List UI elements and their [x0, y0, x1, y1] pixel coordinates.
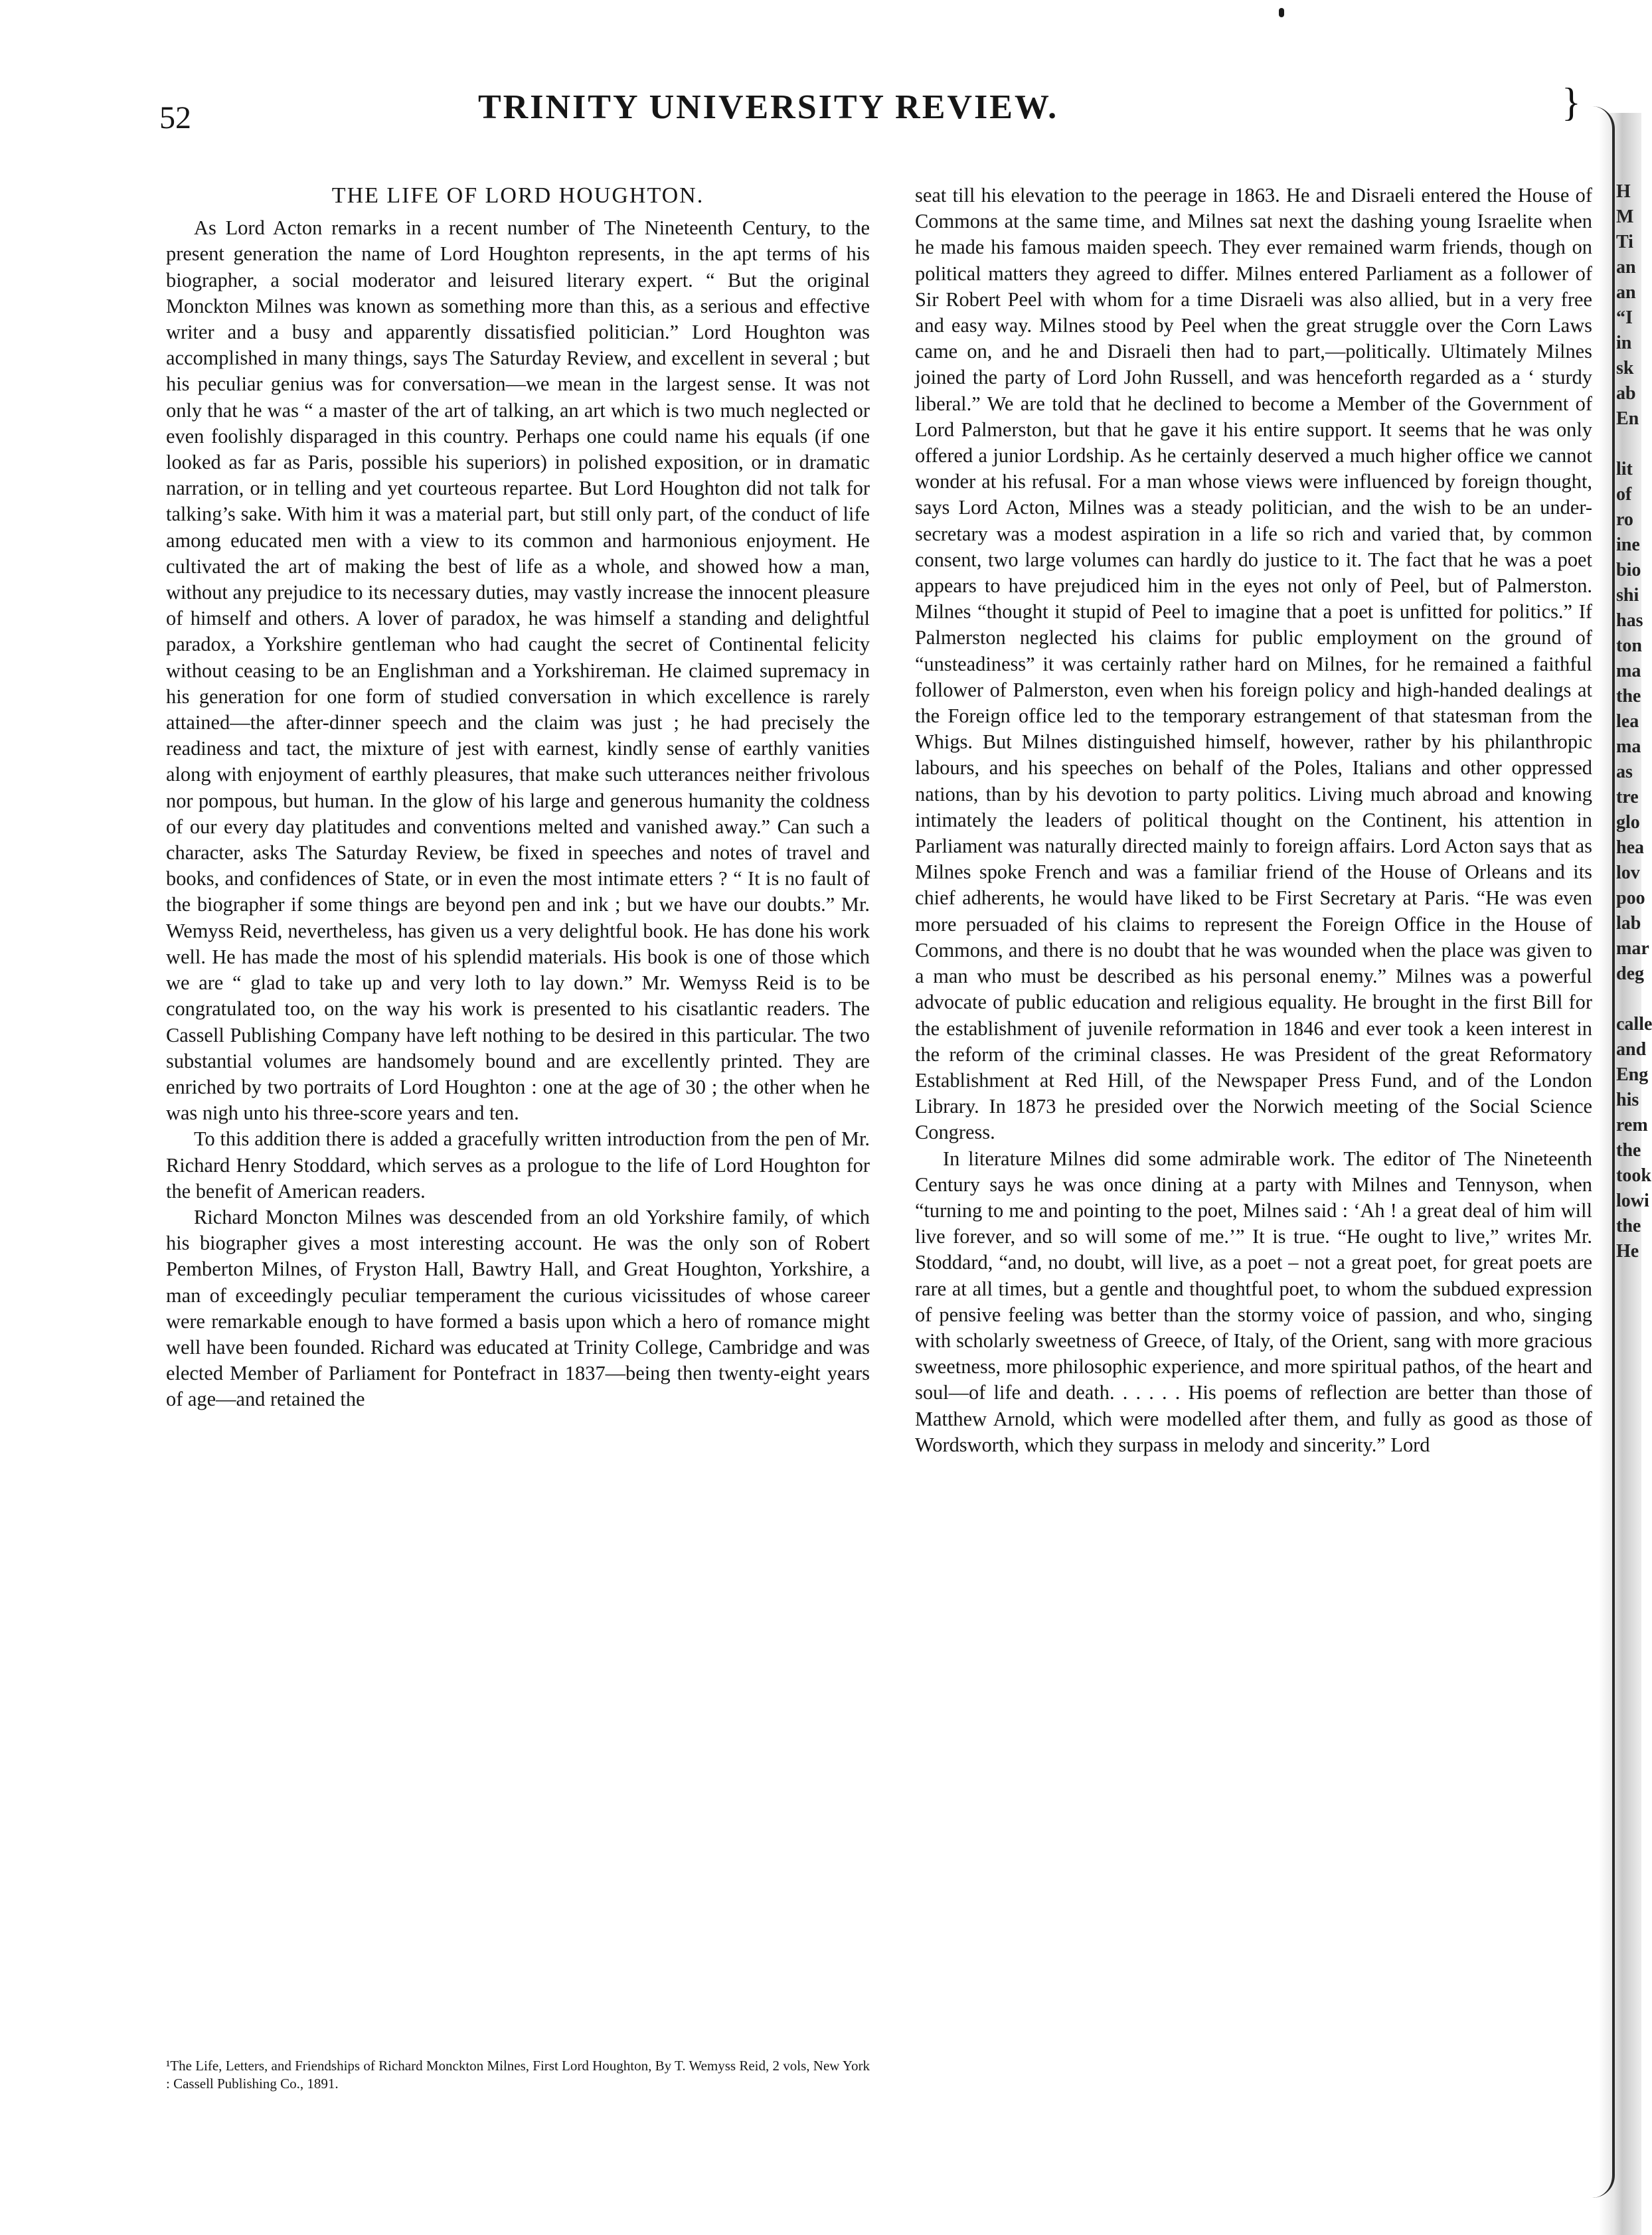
edge-fragment-line: bio: [1616, 560, 1641, 580]
edge-fragment-line: lea: [1616, 711, 1639, 732]
edge-fragment-line: in: [1616, 333, 1632, 353]
edge-fragment-line: glo: [1616, 812, 1640, 833]
edge-fragment-line: hea: [1616, 837, 1644, 858]
article-title: THE LIFE OF LORD HOUGHTON.: [331, 183, 704, 208]
edge-fragment-line: Ti: [1616, 232, 1633, 252]
edge-fragment-line: as: [1616, 762, 1633, 782]
edge-fragment-line: tre: [1616, 787, 1639, 807]
edge-fragment-line: the: [1616, 1216, 1641, 1236]
edge-fragment-line: [1616, 987, 1641, 1012]
edge-fragment-line: sk: [1616, 358, 1634, 378]
edge-fragment-line: “I: [1616, 307, 1633, 328]
left-column: [166, 183, 870, 1413]
edge-fragment-line: He: [1616, 1241, 1639, 1262]
right-column: [915, 183, 1592, 1458]
margin-bracket-mark: }: [1562, 80, 1581, 124]
edge-fragment-line: ab: [1616, 383, 1636, 404]
margin-speck: [1279, 8, 1284, 17]
edge-fragment-line: ton: [1616, 635, 1642, 656]
edge-fragment-line: Eng: [1616, 1064, 1649, 1085]
edge-fragment-line: lov: [1616, 863, 1640, 883]
page-curl-edge: [1592, 106, 1615, 2198]
edge-fragment-line: an: [1616, 282, 1636, 303]
paragraph: seat till his elevation to the peerage in 1863. He and Disraeli entered the House of Commons at the same time, and Milnes sat next the dashing young Israelite when he made his famous maiden speech. They ever remained warm friends, though on political matters they agreed to differ. Milnes entered Parliament as a follower of Sir Robert Peel with whom for a time Disraeli was also allied, but in a very free and easy way. Milnes stood by Peel when the great struggle over the Corn Laws came on, and he and Disraeli then had to part,—politically. Ultimately Milnes joined the party of Lord John Russell, and was henceforth regarded as a ‘ sturdy liberal.” We are told that he declined to become a Member of the Government of Lord Palmerston, but that he gave it his entire support. It seems that he was only offered a junior Lordship. As he certainly deserved a much higher office we cannot wonder at his refusal. For a man whose views were influenced by foreign thought, says Lord Acton, Milnes was a steady politician, and the wish to be an under-secretary was a modest aspiration in a life so rich and varied that, by common consent, two large volumes can hardly do justice to it. The fact that he was a poet appears to have prejudiced him in the eyes not only of Peel, but of Palmerston. Milnes “thought it stupid of Peel to imagine that a poet is unfitted for politics.” If Palmerston neglected his claims for public employment on the ground of “unsteadiness” it was certainly rather hard on Milnes, for he remained a faithful follower of Palmerston, even when his foreign policy and high-handed dealings at the Foreign office led to the temporary estrangement of that statesman from the Whigs. But Milnes distinguished himself, however, rather by his philanthropic labours, and his speeches on behalf of the Poles, Italians and other oppressed nations, than by his devotion to party politics. Living much abroad and knowing intimately the leaders of political thought on the Continent, his attention in Parliament was naturally directed mainly to foreign affairs. Lord Acton says that as Milnes spoke French and was a familiar friend of the House of Orleans and its chief adherents, he would have liked to be First Secretary at Paris. “He was even more persuaded of his claims to represent the Foreign Office in the House of Commons, and there is no doubt that he was wounded when the place was given to a man who must be described as his personal enemy.” Milnes was a powerful advocate of public education and religious equality. He brought in the first Bill for the establishment of juvenile reformation in 1846 and ever took a keen interest in the reform of the criminal classes. He was President of the great Reformatory Establishment at Red Hill, of the Newspaper Press Fund, and of the London Library. In 1873 he presided over the Norwich meeting of the Social Science Congress.: [915, 184, 1592, 1144]
edge-fragment-line: mar: [1616, 938, 1649, 959]
edge-fragment-line: rem: [1616, 1115, 1648, 1135]
edge-fragment-line: and: [1616, 1039, 1647, 1060]
edge-fragment-line: lit: [1616, 459, 1633, 479]
edge-fragment-line: took: [1616, 1165, 1651, 1186]
edge-fragment-line: poo: [1616, 888, 1645, 908]
adjacent-page-fragments: [1616, 179, 1652, 1264]
edge-fragment-line: lab: [1616, 913, 1641, 934]
edge-fragment-line: has: [1616, 610, 1643, 631]
edge-fragment-line: the: [1616, 1140, 1641, 1161]
edge-fragment-line: deg: [1616, 963, 1644, 984]
edge-fragment-line: M: [1616, 207, 1634, 227]
edge-fragment-line: ro: [1616, 509, 1633, 530]
running-head: TRINITY UNIVERSITY REVIEW.: [478, 88, 1059, 126]
edge-fragment-line: En: [1616, 408, 1639, 429]
edge-fragment-line: the: [1616, 686, 1641, 706]
paragraph: Richard Moncton Milnes was descended from an old Yorkshire family, of which his biographer gives a most interesting account. He was the only son of Robert Pemberton Milnes, of Fryston Hall, Bawtry Hall, and Great Houghton, Yorkshire, a man of exceedingly peculiar temperament the curious vicissitudes of whose career were remarkable enough to have formed a basis upon which a hero of romance might well have been founded. Richard was educated at Trinity College, Cambridge and was elected Member of Parliament for Pontefract in 1837—being then twenty-eight years of age—and retained the: [166, 1205, 870, 1411]
edge-fragment-line: [1616, 432, 1641, 457]
paragraph: As Lord Acton remarks in a recent number of The Nineteenth Century, to the present generation the name of Lord Houghton represents, in the apt terms of his biographer, a social moderator and leisured literary expert. “ But the original Monckton Milnes was known as something more than this, as a serious and effective writer and a busy and apparently dissatisfied politician.” Lord Houghton was accomplished in many things, says The Saturday Review, and excellent in several ; but his peculiar genius was for conversation—we mean in the largest sense. It was not only that he was “ a master of the art of talking, an art which is two much neglected or even foolishly disparaged in this country. Perhaps one could name his equals (if one looked as far as Paris, possible his superiors) in polished exposition, or in dramatic narration, or in telling and yet courteous repartee. But Lord Houghton did not talk for talking’s sake. With him it was a material part, but still only part, of the conduct of life among educated men with a view to its common and harmonious enjoyment. He cultivated the art of making the best of life as a whole, and showed how a man, without any prejudice to its necessary duties, may vastly increase the innocent pleasure of himself and others. A lover of paradox, he was himself a standing and delightful paradox, a Yorkshire gentleman who had caught the secret of Continental felicity without ceasing to be an Englishman and a Yorkshireman. He claimed supremacy in his generation for one form of studied conversation in which excellence is rarely attained—the after-dinner speech and the claim was just ; he had precisely the readiness and tact, the mixture of jest with earnest, kindly sense of earthly vanities along with enjoyment of earthly pleasures, that make such utterances neither frivolous nor pompous, but human. In the glow of his large and generous humanity the coldness of our every day platitudes and conventions melted and vanished away.” Can such a character, asks The Saturday Review, be fixed in speeches and notes of travel and books, and confidences of State, or in even the most intimate etters ? “ It is no fault of the biographer if some things are beyond pen and ink ; but we have our doubts.” Mr. Wemyss Reid, nevertheless, has given us a very delightful book. He has done his work well. He has made the most of his splendid materials. His book is one of those which we are “ glad to take up and very loth to lay down.” Mr. Wemyss Reid is to be congratulated too, on the way his work is presented to his cisatlantic readers. The Cassell Publishing Company have left nothing to be desired in this particular. The two substantial volumes are handsomely bound and are excellently printed. They are enriched by two portraits of Lord Houghton : one at the age of 30 ; the other when he was nigh unto his three-score years and ten.: [166, 216, 870, 1125]
edge-fragment-line: calle: [1616, 1014, 1652, 1035]
edge-fragment-line: shi: [1616, 585, 1639, 606]
footnote: ¹The Life, Letters, and Friendships of Richard Monckton Milnes, First Lord Houghton, By T. Wemyss Reid, 2 vols, New York : Cassell Publishing Co., 1891.: [166, 2058, 870, 2092]
edge-fragment-line: ine: [1616, 535, 1640, 555]
edge-fragment-line: ma: [1616, 661, 1641, 681]
page-number: 52: [159, 100, 191, 135]
edge-fragment-line: ma: [1616, 736, 1641, 757]
edge-fragment-line: an: [1616, 257, 1636, 278]
paragraph: To this addition there is added a gracefully written introduction from the pen of Mr. Richard Henry Stoddard, which serves as a prologue to the life of Lord Houghton for the benefit of American readers.: [166, 1127, 870, 1202]
edge-fragment-line: lowi: [1616, 1191, 1649, 1211]
edge-fragment-line: of: [1616, 484, 1632, 505]
paragraph: In literature Milnes did some admirable work. The editor of The Nineteenth Century says he was once dining at a party with Milnes and Tennyson, when “turning to me and pointing to the poet, Milnes said : ‘Ah ! a great deal of him will live forever, and so will some of me.’” It is true. “He ought to live,” writes Mr. Stoddard, “and, no doubt, will live, as a poet – not a great poet, for great poets are rare at all times, but a gentle and thoughtful poet, to whom the subdued expression of pensive feeling was better than the stormy voice of passion, and who, singing with scholarly sweetness of Greece, of Italy, of the Orient, sang with more gracious sweetness, more philosophic experience, and more spiritual pathos, of the heart and soul—of life and death. . . . . . His poems of reflection are better than those of Matthew Arnold, which were modelled after them, and fully as good as those of Wordsworth, which they surpass in melody and sincerity.” Lord: [915, 1147, 1592, 1456]
edge-fragment-line: H: [1616, 181, 1631, 202]
edge-fragment-line: his: [1616, 1090, 1639, 1110]
